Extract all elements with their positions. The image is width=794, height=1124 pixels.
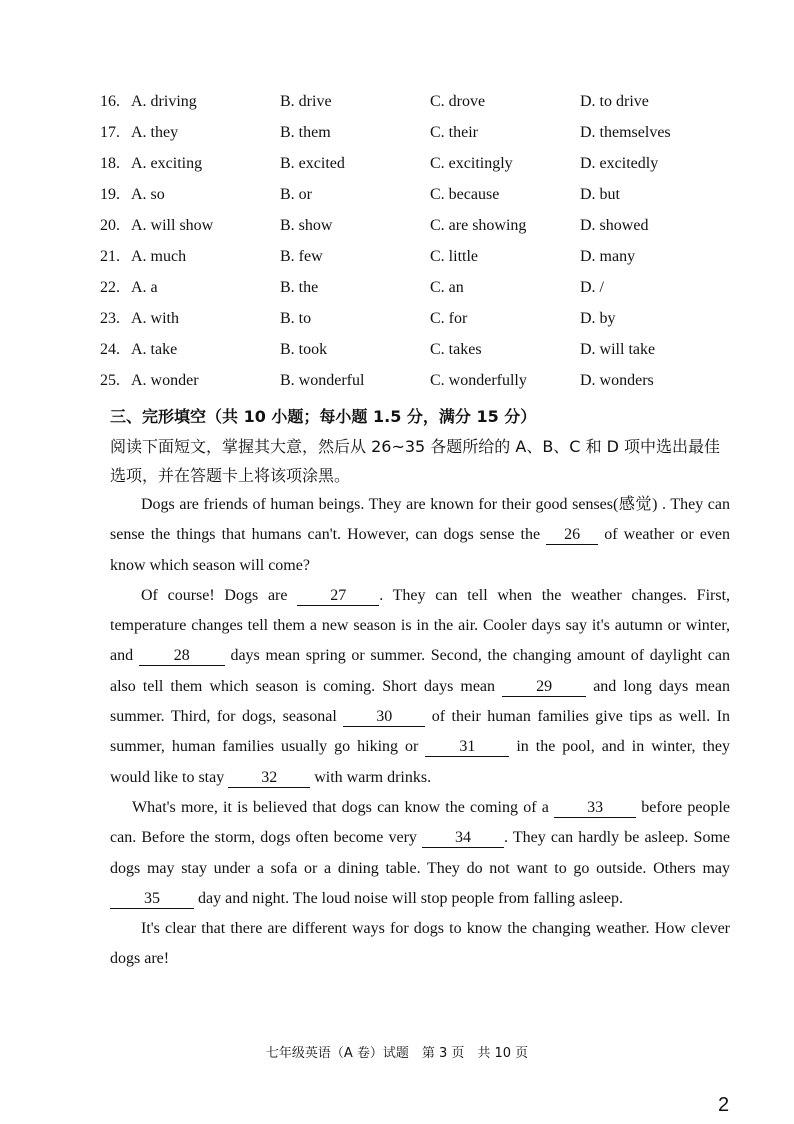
- option-a: A. exciting: [131, 155, 203, 172]
- blank-34: 34: [422, 829, 504, 848]
- question-number: 23.: [100, 310, 120, 327]
- question-number: 21.: [100, 248, 120, 265]
- passage-text: in the pool, and in winter, they would like to stay: [110, 738, 730, 786]
- blank-35: 35: [110, 890, 194, 909]
- option-row: [100, 301, 740, 332]
- options-table: [100, 84, 740, 394]
- option-a: A. wonder: [131, 372, 199, 389]
- option-row: [100, 177, 740, 208]
- question-number: 20.: [100, 217, 120, 234]
- option-c: C. their: [430, 124, 478, 141]
- option-a: A. will show: [131, 217, 214, 234]
- option-b: B. few: [280, 248, 323, 265]
- option-c: C. an: [430, 279, 464, 296]
- paragraph-3: [110, 793, 730, 914]
- question-number: 24.: [100, 341, 120, 358]
- option-c: C. are showing: [430, 217, 527, 234]
- blank-31: 31: [425, 738, 509, 757]
- question-number: 22.: [100, 279, 120, 296]
- option-row: [100, 270, 740, 301]
- option-d: D. showed: [580, 217, 649, 234]
- option-a: A. driving: [131, 93, 197, 110]
- option-a: A. they: [131, 124, 179, 141]
- paragraph-2: [110, 581, 730, 793]
- option-a: A. much: [131, 248, 187, 265]
- option-d: D. themselves: [580, 124, 671, 141]
- blank-27: 27: [297, 587, 379, 606]
- option-c: C. drove: [430, 93, 486, 110]
- paragraph-4: It's clear that there are different ways for dogs to know the changing weather. How clever dogs are!: [110, 920, 730, 968]
- blank-29: 29: [502, 678, 586, 697]
- option-a: A. so: [131, 186, 165, 203]
- option-d: D. /: [580, 279, 604, 296]
- option-d: D. will take: [580, 341, 656, 358]
- option-d: D. many: [580, 248, 636, 265]
- option-row: [100, 115, 740, 146]
- option-c: C. because: [430, 186, 500, 203]
- option-d: D. to drive: [580, 93, 649, 110]
- option-b: B. to: [280, 310, 312, 327]
- option-a: A. with: [131, 310, 179, 327]
- option-b: B. wonderful: [280, 372, 365, 389]
- option-c: C. takes: [430, 341, 482, 358]
- option-row: [100, 363, 740, 394]
- option-b: B. or: [280, 186, 312, 203]
- passage-text: of weather or even know which season will come?: [110, 526, 730, 574]
- option-a: A. take: [131, 341, 178, 358]
- section-title: 三、完形填空（共 10 小题；每小题 1.5 分，满分 15 分）: [110, 407, 537, 426]
- question-number: 19.: [100, 186, 120, 203]
- blank-26: 26: [546, 526, 598, 545]
- option-d: D. excitedly: [580, 155, 659, 172]
- passage-text: . They can tell when the weather changes. First, temperature changes tell them a new season is in the air. Cooler days say it's autumn or winter, and: [110, 586, 731, 665]
- passage-text: and long days mean summer. Third, for dogs, seasonal: [110, 677, 730, 726]
- option-row: [100, 332, 740, 363]
- passage-text: with warm drinks.: [310, 768, 432, 786]
- paragraph-1: [110, 490, 730, 581]
- option-b: B. the: [280, 279, 319, 296]
- passage-text: before people can. Before the storm, dogs often become very: [110, 798, 730, 847]
- blank-32: 32: [228, 769, 310, 788]
- passage-text: of their human families give tips as well. In summer, human families usually go hiking or: [110, 708, 730, 756]
- passage-text: day and night. The loud noise will stop people from falling asleep.: [194, 889, 623, 907]
- blank-33: 33: [554, 799, 636, 818]
- blank-28: 28: [139, 647, 225, 666]
- passage-text: What's more, it is believed that dogs can know the coming of a: [132, 798, 555, 816]
- passage-text: . They can hardly be asleep. Some dogs may stay under a sofa or a dining table. They do not want to go outside. Others may: [110, 829, 731, 877]
- option-d: D. wonders: [580, 372, 654, 389]
- passage-text: Dogs are friends of human beings. They are known for their good senses(感觉) . They can sense the things that humans can't. However, can dogs sense the: [110, 496, 730, 544]
- option-row: [100, 84, 740, 115]
- option-d: D. but: [580, 186, 620, 203]
- option-c: C. little: [430, 248, 478, 265]
- option-d: D. by: [580, 310, 616, 327]
- option-c: C. for: [430, 310, 468, 327]
- section-instructions: 阅读下面短文，掌握其大意，然后从 26~35 各题所给的 A、B、C 和 D 项中选出最佳选项，并在答题卡上将该项涂黑。: [110, 437, 721, 485]
- option-row: [100, 146, 740, 177]
- question-number: 17.: [100, 124, 120, 141]
- question-number: 25.: [100, 372, 120, 389]
- cloze-passage: [110, 490, 730, 975]
- blank-30: 30: [343, 708, 425, 727]
- option-b: B. them: [280, 124, 331, 141]
- option-c: C. excitingly: [430, 155, 513, 172]
- option-b: B. excited: [280, 155, 345, 172]
- option-b: B. drive: [280, 93, 332, 110]
- passage-text: days mean spring or summer. Second, the changing amount of daylight can also tell them which season is coming. Short days mean: [110, 647, 730, 695]
- option-b: B. show: [280, 217, 333, 234]
- page-footer: 七年级英语（A 卷）试题 第 3 页 共 10 页: [265, 1046, 529, 1061]
- option-b: B. took: [280, 341, 328, 358]
- passage-text: Of course! Dogs are: [141, 586, 298, 604]
- option-c: C. wonderfully: [430, 372, 527, 389]
- option-row: [100, 208, 740, 239]
- option-row: [100, 239, 740, 270]
- question-number: 16.: [100, 93, 120, 110]
- question-number: 18.: [100, 155, 120, 172]
- page-number: 2: [718, 1094, 730, 1116]
- option-a: A. a: [131, 279, 158, 296]
